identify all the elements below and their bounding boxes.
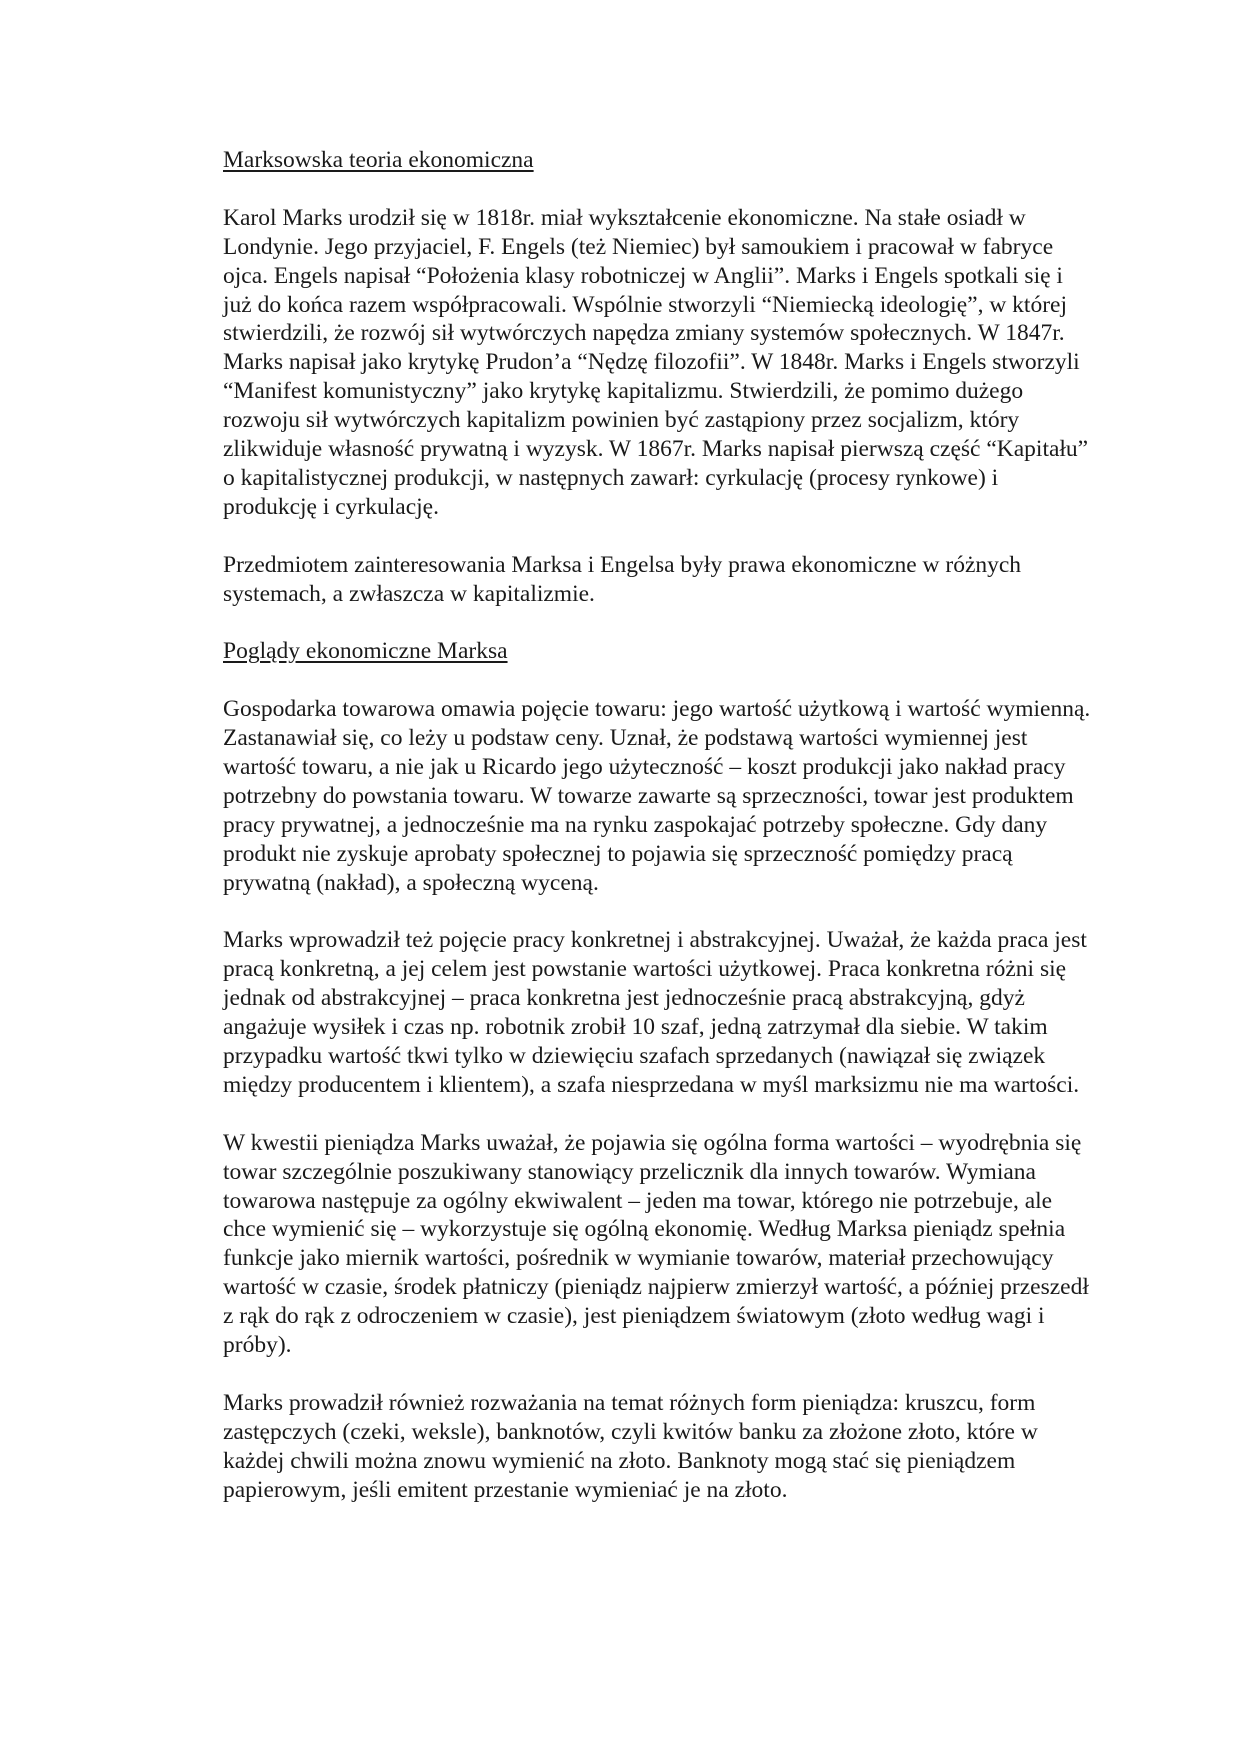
spacer bbox=[223, 898, 1095, 927]
spacer bbox=[223, 175, 1095, 204]
paragraph-money-forms: Marks prowadził również rozważania na temat różnych form pieniądza: kruszcu, form zastępczych (czeki, weksle), banknotów, czyli kwitów banku za złożone złoto, które w każdej chwili można znowu wymienić na złoto. Banknoty mogą stać się pieniądzem papierowym, jeśli emitent przestanie wymieniać je na złoto. bbox=[223, 1389, 1038, 1503]
section-heading: Poglądy ekonomiczne Marksa bbox=[223, 638, 508, 665]
paragraph-money: W kwestii pieniądza Marks uważał, że pojawia się ogólna forma wartości – wyodrębnia się towar szczególnie poszukiwany stanowiący przelicznik dla innych towarów. Wymiana towarowa następuje za ogólny ekwiwalent – jeden ma towar, którego nie potrzebuje, ale chce wymienić się – wykorzystuje się ogólną ekonomię. Według Marksa pieniądz spełnia funkcje jako miernik wartości, pośrednik w wymianie towarów, materiał przechowujący wartość w czasie, środek płatniczy (pieniądz najpierw zmierzył wartość, a później przeszedł z rąk do rąk z odroczeniem w czasie), jest pieniądzem światowym (złoto według wagi i próby). bbox=[223, 1129, 1089, 1359]
paragraph-subject: Przedmiotem zainteresowania Marksa i Engelsa były prawa ekonomiczne w różnych systemach, a zwłaszcza w kapitalizmie. bbox=[223, 551, 1022, 607]
paragraph-biography: Karol Marks urodził się w 1818r. miał wykształcenie ekonomiczne. Na stałe osiadł w Londynie. Jego przyjaciel, F. Engels (też Niemiec) był samoukiem i pracował w fabryce ojca. Engels napisał “Położenia klasy robotniczej w Anglii”. Marks i Engels spotkali się i już do końca razem współpracowali. Wspólnie stworzyli “Niemiecką ideologię”, w której stwierdzili, że rozwój sił wytwórczych napędza zmiany systemów społecznych. W 1847r. Marks napisał jako krytykę Prudon’a “Nędzę filozofii”. W 1848r. Marks i Engels stworzyli “Manifest komunistyczny” jako krytykę kapitalizmu. Stwierdzili, że pomimo dużego rozwoju sił wytwórczych kapitalizm powinien być zastąpiony przez socjalizm, który zlikwiduje własność prywatną i wyzysk. W 1867r. Marks napisał pierwszą część “Kapitału” o kapitalistycznej produkcji, w następnych zawarł: cyrkulację (procesy rynkowe) i produkcję i cyrkulację. bbox=[223, 204, 1089, 520]
document-title: Marksowska teoria ekonomiczna bbox=[223, 147, 534, 173]
document-body bbox=[223, 146, 1095, 1504]
spacer bbox=[223, 1100, 1095, 1129]
paragraph-commodity: Gospodarka towarowa omawia pojęcie towaru: jego wartość użytkową i wartość wymienną. Zastanawiał się, co leży u podstaw ceny. Uznał, że podstawą wartości wymiennej jest wartość towaru, a nie jak u Ricardo jego użyteczność – koszt produkcji jako nakład pracy potrzebny do powstania towaru. W towarze zawarte są sprzeczności, towar jest produktem pracy prywatnej, a jednocześnie ma na rynku zaspokajać potrzeby społeczne. Gdy dany produkt nie zyskuje aprobaty społecznej to pojawia się sprzeczność pomiędzy pracą prywatną (nakład), a społeczną wyceną. bbox=[223, 696, 1091, 896]
spacer bbox=[223, 522, 1095, 551]
spacer bbox=[223, 666, 1095, 695]
spacer bbox=[223, 1360, 1095, 1389]
spacer bbox=[223, 608, 1095, 637]
paragraph-labor: Marks wprowadził też pojęcie pracy konkretnej i abstrakcyjnej. Uważał, że każda praca jest pracą konkretną, a jej celem jest powstanie wartości użytkowej. Praca konkretna różni się jednak od abstrakcyjnej – praca konkretna jest jednocześnie pracą abstrakcyjną, gdyż angażuje wysiłek i czas np. robotnik zrobił 10 szaf, jedną zatrzymał dla siebie. W takim przypadku wartość tkwi tylko w dziewięciu szafach sprzedanych (nawiązał się związek między producentem i klientem), a szafa niesprzedana w myśl marksizmu nie ma wartości. bbox=[223, 927, 1087, 1098]
